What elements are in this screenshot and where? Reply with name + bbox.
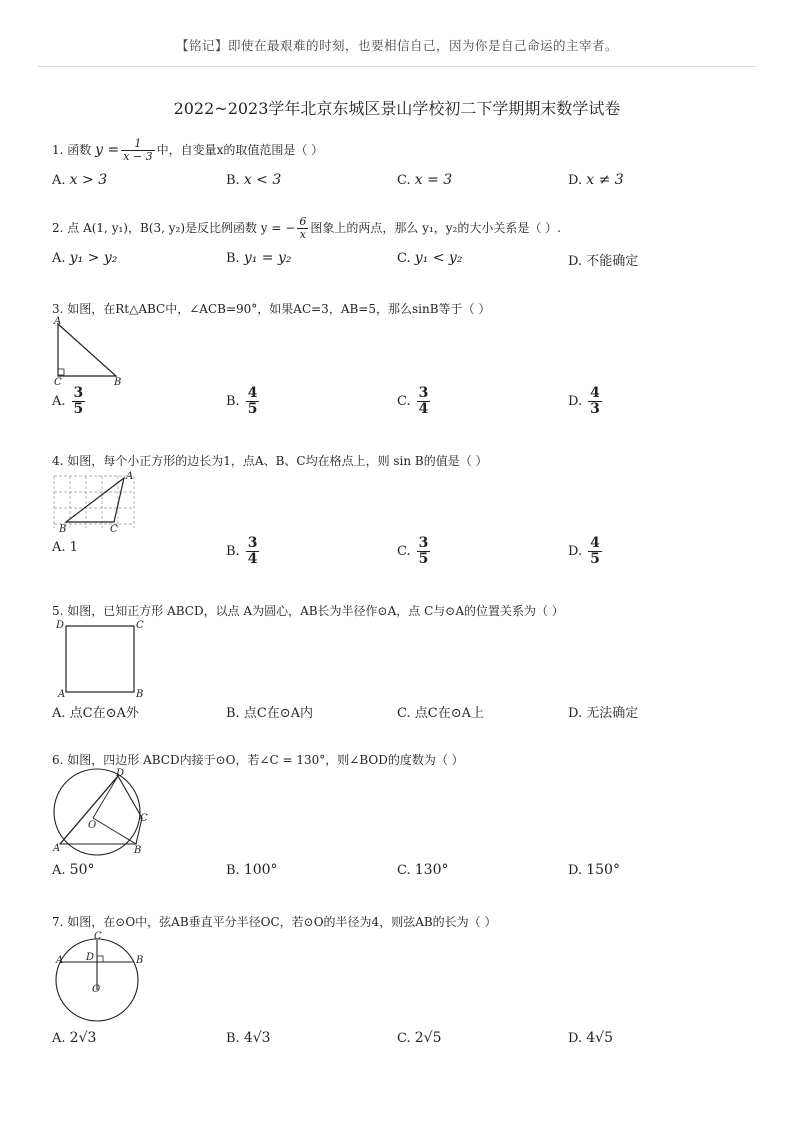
q5-label-a: A	[58, 689, 66, 700]
fraction-den: 3	[590, 401, 600, 417]
header-divider	[38, 66, 756, 67]
q7-label-d: D	[86, 952, 95, 963]
option-text: 不能确定	[586, 254, 639, 269]
option-label: C.	[397, 394, 411, 409]
fraction-num: 4	[247, 385, 258, 401]
option-text: y₁ < y₂	[414, 250, 463, 266]
q6-option-b[interactable]	[226, 862, 278, 878]
option-label: D.	[568, 173, 583, 188]
q1-stem-suffix: 中，自变量x的取值范围是（ ）	[156, 143, 324, 157]
q7-label-o: O	[92, 984, 101, 995]
option-label: B.	[226, 251, 240, 266]
option-label: C.	[397, 173, 411, 188]
option-fraction	[417, 536, 431, 567]
q1-option-d[interactable]	[568, 172, 624, 188]
q5-option-b[interactable]	[226, 702, 313, 721]
q4-option-b[interactable]	[226, 536, 259, 567]
q6-option-a[interactable]	[52, 862, 95, 878]
option-fraction	[246, 386, 260, 417]
option-fraction	[417, 386, 431, 417]
q6-label-a: A	[53, 843, 61, 854]
option-text: 50°	[69, 862, 95, 878]
q5-option-d[interactable]	[568, 702, 638, 721]
option-label: A.	[52, 394, 66, 409]
question-5-stem: 5. 如图，已知正方形 ABCD，以点 A为圆心，AB长为半径作⊙A，点 C与⊙A的位置关系为（ ）	[52, 604, 564, 618]
option-label: D.	[568, 544, 583, 559]
option-fraction	[72, 386, 86, 417]
question-2-stem	[52, 216, 561, 241]
q3-option-c[interactable]	[397, 386, 430, 417]
fraction-den: 5	[247, 401, 258, 417]
q4-option-a[interactable]	[52, 540, 78, 555]
q1-option-a[interactable]	[52, 172, 107, 188]
q2-option-d[interactable]	[568, 250, 638, 269]
q3-option-d[interactable]	[568, 386, 602, 417]
fraction-num: 4	[590, 385, 600, 401]
q5-square-figure	[52, 618, 152, 700]
option-label: D.	[568, 863, 583, 878]
fraction-den: 4	[418, 401, 429, 417]
option-label: A.	[52, 1031, 66, 1046]
option-text: 4√5	[586, 1030, 613, 1046]
q7-option-d[interactable]	[568, 1030, 613, 1046]
q7-option-a[interactable]	[52, 1030, 96, 1046]
q3-label-b: B	[114, 377, 122, 388]
question-3-stem: 3. 如图，在Rt△ABC中，∠ACB=90°，如果AC=3，AB=5，那么sinB等于（ ）	[52, 302, 491, 316]
option-fraction	[588, 386, 602, 417]
q1-stem-prefix: 1. 函数	[52, 143, 96, 157]
option-text: 点C在⊙A外	[69, 706, 139, 721]
fraction-num: 4	[590, 535, 600, 551]
option-text: y₁ = y₂	[243, 250, 292, 266]
q5-option-c[interactable]	[397, 702, 484, 721]
option-label: C.	[397, 706, 411, 721]
q2-option-c[interactable]	[397, 250, 462, 266]
q6-option-c[interactable]	[397, 862, 449, 878]
option-label: B.	[226, 394, 240, 409]
fraction-num: 3	[247, 535, 258, 551]
option-label: B.	[226, 706, 240, 721]
option-label: A.	[52, 251, 66, 266]
q2-stem-prefix: 2. 点 A(1, y₁)，B(3, y₂)是反比例函数 y = −	[52, 221, 296, 235]
q3-triangle-figure	[52, 316, 132, 388]
option-label: D.	[568, 394, 583, 409]
q3-option-a[interactable]	[52, 386, 85, 417]
q4-label-c: C	[110, 524, 118, 535]
option-fraction	[588, 536, 602, 567]
option-text: 4√3	[243, 1030, 271, 1046]
q1-fraction-den: x − 3	[123, 150, 153, 163]
q4-label-a: A	[126, 471, 134, 482]
option-label: C.	[397, 544, 411, 559]
q2-stem-suffix: 图象上的两点，那么 y₁，y₂的大小关系是（ ）.	[310, 221, 561, 235]
fraction-den: 5	[418, 551, 429, 567]
q5-option-a[interactable]	[52, 702, 139, 721]
q4-label-b: B	[59, 524, 67, 535]
option-label: B.	[226, 1031, 240, 1046]
option-text: 130°	[414, 862, 449, 878]
option-text: x = 3	[414, 172, 453, 188]
option-text: 2√5	[414, 1030, 442, 1046]
q4-grid-figure	[52, 470, 138, 536]
q7-option-c[interactable]	[397, 1030, 442, 1046]
option-text: x > 3	[69, 172, 108, 188]
q2-fraction	[297, 216, 308, 241]
question-4-stem: 4. 如图，每个小正方形的边长为1，点A、B、C均在格点上，则 sin B的值是（ ）	[52, 454, 488, 468]
q2-fraction-den: x	[299, 228, 306, 241]
q6-circle-figure	[50, 766, 150, 858]
option-label: B.	[226, 544, 240, 559]
q1-fraction	[121, 138, 154, 163]
q3-option-b[interactable]	[226, 386, 259, 417]
option-label: A.	[52, 173, 66, 188]
option-text: 150°	[586, 862, 620, 878]
option-label: C.	[397, 863, 411, 878]
q4-option-c[interactable]	[397, 536, 430, 567]
q1-option-c[interactable]	[397, 172, 452, 188]
option-label: D.	[568, 1031, 583, 1046]
option-label: A.	[52, 706, 66, 721]
option-label: C.	[397, 1031, 411, 1046]
option-label: A.	[52, 863, 66, 878]
q3-label-a: A	[54, 316, 62, 327]
page-title: 2022~2023学年北京东城区景山学校初二下学期期末数学试卷	[173, 99, 621, 118]
q6-label-d: D	[116, 768, 125, 779]
q7-label-b: B	[136, 955, 144, 966]
option-label: C.	[397, 251, 411, 266]
option-text: x < 3	[243, 172, 282, 188]
q5-label-b: B	[136, 689, 144, 700]
option-fraction	[246, 536, 260, 567]
option-label: D.	[568, 254, 583, 269]
question-6-stem: 6. 如图，四边形 ABCD内接于⊙O，若∠C = 130°，则∠BOD的度数为（ ）	[52, 753, 464, 767]
option-text: x ≠ 3	[586, 172, 624, 188]
q6-label-o: O	[88, 820, 97, 831]
q3-label-c: C	[54, 377, 62, 388]
q6-option-d[interactable]	[568, 862, 620, 878]
q2-option-a[interactable]	[52, 250, 117, 266]
q4-option-d[interactable]	[568, 536, 602, 567]
q5-label-d: D	[56, 620, 65, 631]
fraction-num: 3	[418, 385, 429, 401]
option-text: 无法确定	[586, 706, 639, 721]
q2-option-b[interactable]	[226, 250, 292, 266]
q6-label-b: B	[134, 845, 142, 856]
q7-circle-figure	[50, 930, 154, 1026]
q7-option-b[interactable]	[226, 1030, 271, 1046]
q7-label-c: C	[94, 931, 102, 942]
option-text: 点C在⊙A内	[243, 706, 314, 721]
fraction-num: 3	[418, 535, 429, 551]
option-label: D.	[568, 706, 583, 721]
option-label: B.	[226, 173, 240, 188]
q7-label-a: A	[56, 955, 64, 966]
fraction-den: 5	[73, 401, 84, 417]
option-label: B.	[226, 863, 240, 878]
fraction-den: 4	[247, 551, 258, 567]
option-label: A.	[52, 540, 66, 555]
option-text: 1	[69, 540, 78, 555]
q2-fraction-num: 6	[299, 215, 307, 228]
fraction-num: 3	[73, 385, 84, 401]
q5-label-c: C	[136, 620, 144, 631]
fraction-den: 5	[590, 551, 600, 567]
q1-function-lhs: y =	[95, 142, 120, 158]
option-text: 点C在⊙A上	[414, 706, 484, 721]
option-text: 100°	[243, 862, 278, 878]
question-1-stem	[52, 138, 323, 163]
q1-option-b[interactable]	[226, 172, 281, 188]
option-text: y₁ > y₂	[69, 250, 118, 266]
question-7-stem: 7. 如图，在⊙O中，弦AB垂直平分半径OC，若⊙O的半径为4，则弦AB的长为（ ）	[52, 915, 497, 929]
q6-label-c: C	[140, 813, 148, 824]
option-text: 2√3	[69, 1030, 97, 1046]
q1-fraction-num: 1	[121, 138, 154, 151]
page-motto: 【铭记】即使在最艰难的时刻，也要相信自己，因为你是自己命运的主宰者。	[175, 38, 618, 53]
